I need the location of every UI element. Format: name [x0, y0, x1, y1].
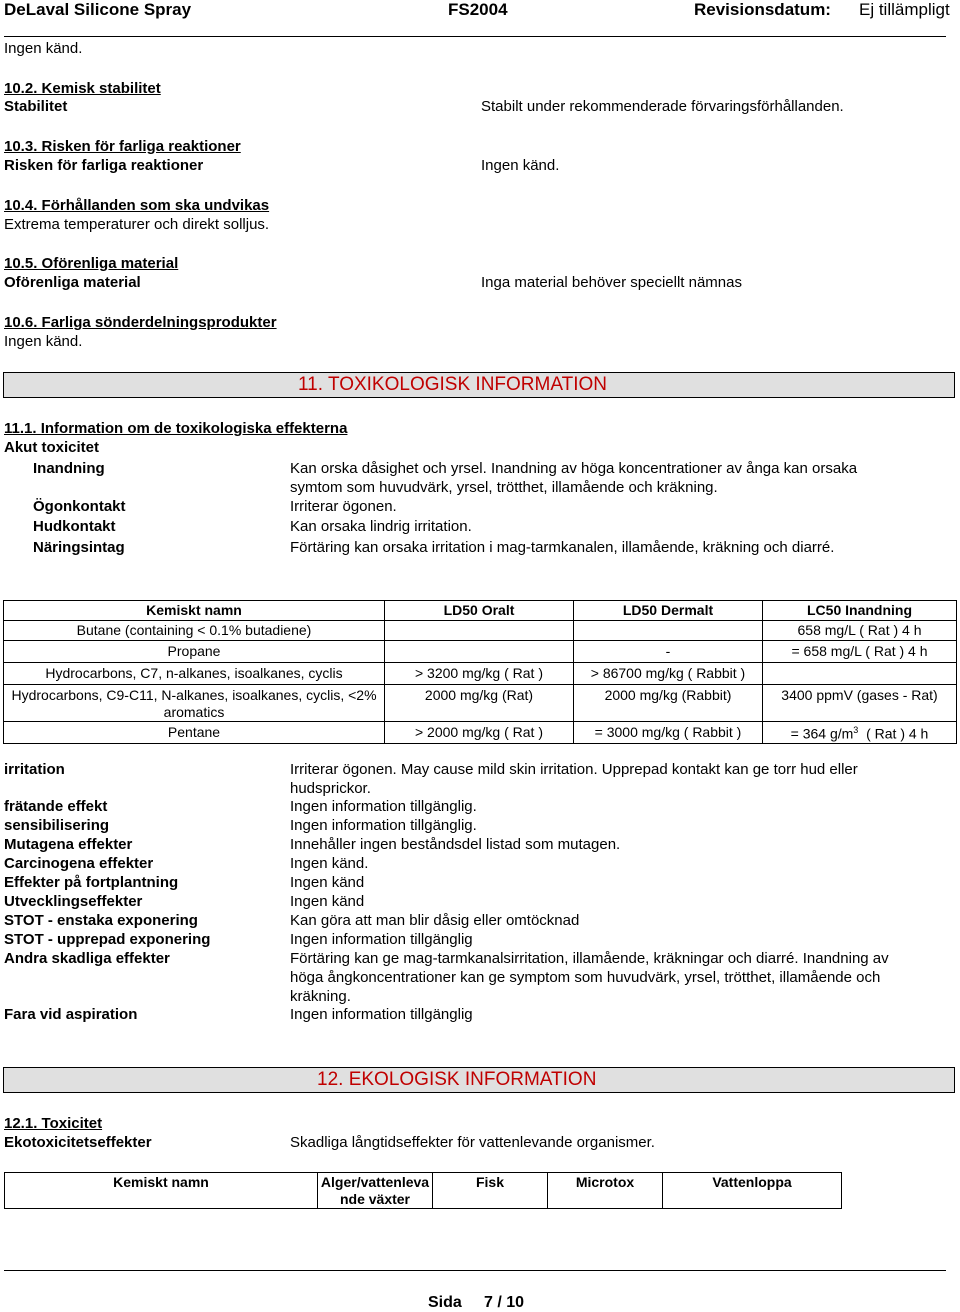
effect-label-stot-single: STOT - enstaka exponering [4, 912, 198, 929]
effect-label-irritation: irritation [4, 761, 65, 778]
s10-2-label: Stabilitet [4, 98, 68, 115]
header-rule [4, 36, 946, 37]
cell-ld50-oral: 2000 mg/kg (Rat) [385, 685, 574, 722]
table-header-row [5, 1173, 842, 1209]
effect-value-reproductive: Ingen känd [290, 874, 365, 891]
cell-ld50-oral: > 2000 mg/kg ( Rat ) [385, 722, 574, 744]
lc50-pentane-sup: 3 [853, 725, 859, 735]
cell-lc50 [763, 663, 957, 685]
cell-ld50-oral [385, 621, 574, 641]
cell-lc50: = 658 mg/L ( Rat ) 4 h [763, 641, 957, 663]
s10-3-value: Ingen känd. [481, 157, 560, 174]
section11-title: 11. TOXIKOLOGISK INFORMATION [298, 374, 607, 395]
cell-lc50 [763, 722, 957, 744]
col-header-lc50-inhalation: LC50 Inandning [763, 601, 957, 621]
product-code: FS2004 [448, 0, 508, 19]
cell-ld50-dermal: 2000 mg/kg (Rabbit) [574, 685, 763, 722]
col-header-name: Kemiskt namn [4, 601, 385, 621]
effect-label-carcinogenic: Carcinogena effekter [4, 855, 154, 872]
cell-name: Hydrocarbons, C7, n-alkanes, isoalkanes, cyclis [4, 663, 385, 685]
acute-value-inhalation-2: symtom som huvudvärk, yrsel, trötthet, illamående och kräkning. [290, 479, 718, 496]
effect-value-irritation-2: hudsprickor. [290, 780, 371, 797]
effect-value-other-2: höga ångkoncentrationer kan ge symptom som huvudvärk, yrsel, trötthet, illamående och [290, 969, 881, 986]
acute-label-ingestion: Näringsintag [33, 539, 125, 556]
effect-value-other-1: Förtäring kan ge mag-tarmkanalsirritation, illamående, kräkningar och diarré. Inandning av [290, 950, 889, 967]
effect-value-aspiration: Ingen information tillgänglig [290, 1006, 473, 1023]
col-header-ld50-dermal: LD50 Dermalt [574, 601, 763, 621]
acute-value-skin: Kan orsaka lindrig irritation. [290, 518, 472, 535]
s10-4-heading: 10.4. Förhållanden som ska undvikas [4, 197, 270, 214]
eco-col-fish: Fisk [433, 1173, 548, 1209]
acute-value-ingestion: Förtäring kan orsaka irritation i mag-tarmkanalen, illamående, kräkning och diarré. [290, 539, 835, 556]
effect-label-developmental: Utvecklingseffekter [4, 893, 143, 910]
toxicity-table [3, 600, 957, 744]
effect-label-sensitisation: sensibilisering [4, 817, 110, 834]
effect-label-corrosive: frätande effekt [4, 798, 108, 815]
eco-col-name: Kemiskt namn [5, 1173, 318, 1209]
product-name: DeLaval Silicone Spray [4, 0, 192, 19]
effect-value-stot-single: Kan göra att man blir dåsig eller omtöcknad [290, 912, 580, 929]
acute-value-inhalation-1: Kan orska dåsighet och yrsel. Inandning av höga koncentrationer av ånga kan orsaka [290, 460, 858, 477]
s11-1-heading: 11.1. Information om de toxikologiska effekterna [4, 420, 348, 437]
eco-col-daphnia: Vattenloppa [663, 1173, 842, 1209]
eco-col-microtox: Microtox [548, 1173, 663, 1209]
s10-5-heading: 10.5. Oförenliga material [4, 255, 179, 272]
page-number: 7 / 10 [484, 1294, 525, 1311]
ecotox-label: Ekotoxicitetseffekter [4, 1134, 152, 1151]
lc50-pentane-value: = 364 g/m [790, 725, 854, 742]
cell-lc50: 3400 ppmV (gases - Rat) [763, 685, 957, 722]
effect-value-carcinogenic: Ingen känd. [290, 855, 369, 872]
acute-label-skin: Hudkontakt [33, 518, 116, 535]
section12-title: 12. EKOLOGISK INFORMATION [317, 1069, 597, 1090]
effect-label-other: Andra skadliga effekter [4, 950, 170, 967]
acute-toxicity-label: Akut toxicitet [4, 439, 100, 456]
effect-label-aspiration: Fara vid aspiration [4, 1006, 138, 1023]
ecotox-value: Skadliga långtidseffekter för vattenlevande organismer. [290, 1134, 655, 1151]
s10-5-label: Oförenliga material [4, 274, 141, 291]
effect-label-stot-repeated: STOT - upprepad exponering [4, 931, 211, 948]
effect-label-mutagenic: Mutagena effekter [4, 836, 133, 853]
page-label: Sida [428, 1294, 462, 1311]
table-row [4, 722, 957, 744]
s10-3-label: Risken för farliga reaktioner [4, 157, 204, 174]
cell-ld50-dermal: = 3000 mg/kg ( Rabbit ) [574, 722, 763, 744]
acute-value-eye: Irriterar ögonen. [290, 498, 397, 515]
effect-value-mutagenic: Innehåller ingen beståndsdel listad som mutagen. [290, 836, 621, 853]
cell-name: Pentane [4, 722, 385, 744]
cell-ld50-dermal [574, 621, 763, 641]
s12-1-heading: 12.1. Toxicitet [4, 1115, 103, 1132]
cell-ld50-oral [385, 641, 574, 663]
table-row [4, 621, 957, 641]
effect-value-other-3: kräkning. [290, 988, 351, 1005]
table-header-row [4, 601, 957, 621]
effect-value-developmental: Ingen känd [290, 893, 365, 910]
s10-4-text: Extrema temperaturer och direkt solljus. [4, 216, 270, 233]
s10-3-heading: 10.3. Risken för farliga reaktioner [4, 138, 241, 155]
s10-6-heading: 10.6. Farliga sönderdelningsprodukter [4, 314, 277, 331]
lc50-pentane-tail: ( Rat ) 4 h [858, 725, 929, 742]
s10-2-value: Stabilt under rekommenderade förvaringsförhållanden. [481, 98, 844, 115]
table-row [4, 663, 957, 685]
s10-5-value: Inga material behöver speciellt nämnas [481, 274, 742, 291]
table-row [4, 641, 957, 663]
cell-ld50-dermal: - [574, 641, 763, 663]
table-row [4, 685, 957, 722]
ecotox-table [4, 1172, 842, 1209]
cell-name: Butane (containing < 0.1% butadiene) [4, 621, 385, 641]
cell-ld50-oral: > 3200 mg/kg ( Rat ) [385, 663, 574, 685]
cell-lc50: 658 mg/L ( Rat ) 4 h [763, 621, 957, 641]
eco-col-algae: Alger/vattenleva nde växter [318, 1173, 433, 1209]
effect-value-irritation-1: Irriterar ögonen. May cause mild skin irritation. Upprepad kontakt kan ge torr hud eller [290, 761, 858, 778]
revision-value: Ej tillämpligt [859, 0, 950, 19]
acute-label-eye: Ögonkontakt [33, 498, 126, 515]
revision-label: Revisionsdatum: [694, 0, 831, 19]
s10-top-text: Ingen känd. [4, 40, 83, 57]
s10-6-text: Ingen känd. [4, 333, 83, 350]
s10-2-heading: 10.2. Kemisk stabilitet [4, 80, 161, 97]
footer-rule [4, 1270, 946, 1271]
col-header-ld50-oral: LD50 Oralt [385, 601, 574, 621]
effect-value-corrosive: Ingen information tillgänglig. [290, 798, 477, 815]
effect-label-reproductive: Effekter på fortplantning [4, 874, 179, 891]
acute-label-inhalation: Inandning [33, 460, 105, 477]
cell-name: Hydrocarbons, C9-C11, N-alkanes, isoalkanes, cyclis, <2% aromatics [4, 685, 385, 722]
cell-name: Propane [4, 641, 385, 663]
cell-ld50-dermal: > 86700 mg/kg ( Rabbit ) [574, 663, 763, 685]
effect-value-sensitisation: Ingen information tillgänglig. [290, 817, 477, 834]
effect-value-stot-repeated: Ingen information tillgänglig [290, 931, 473, 948]
